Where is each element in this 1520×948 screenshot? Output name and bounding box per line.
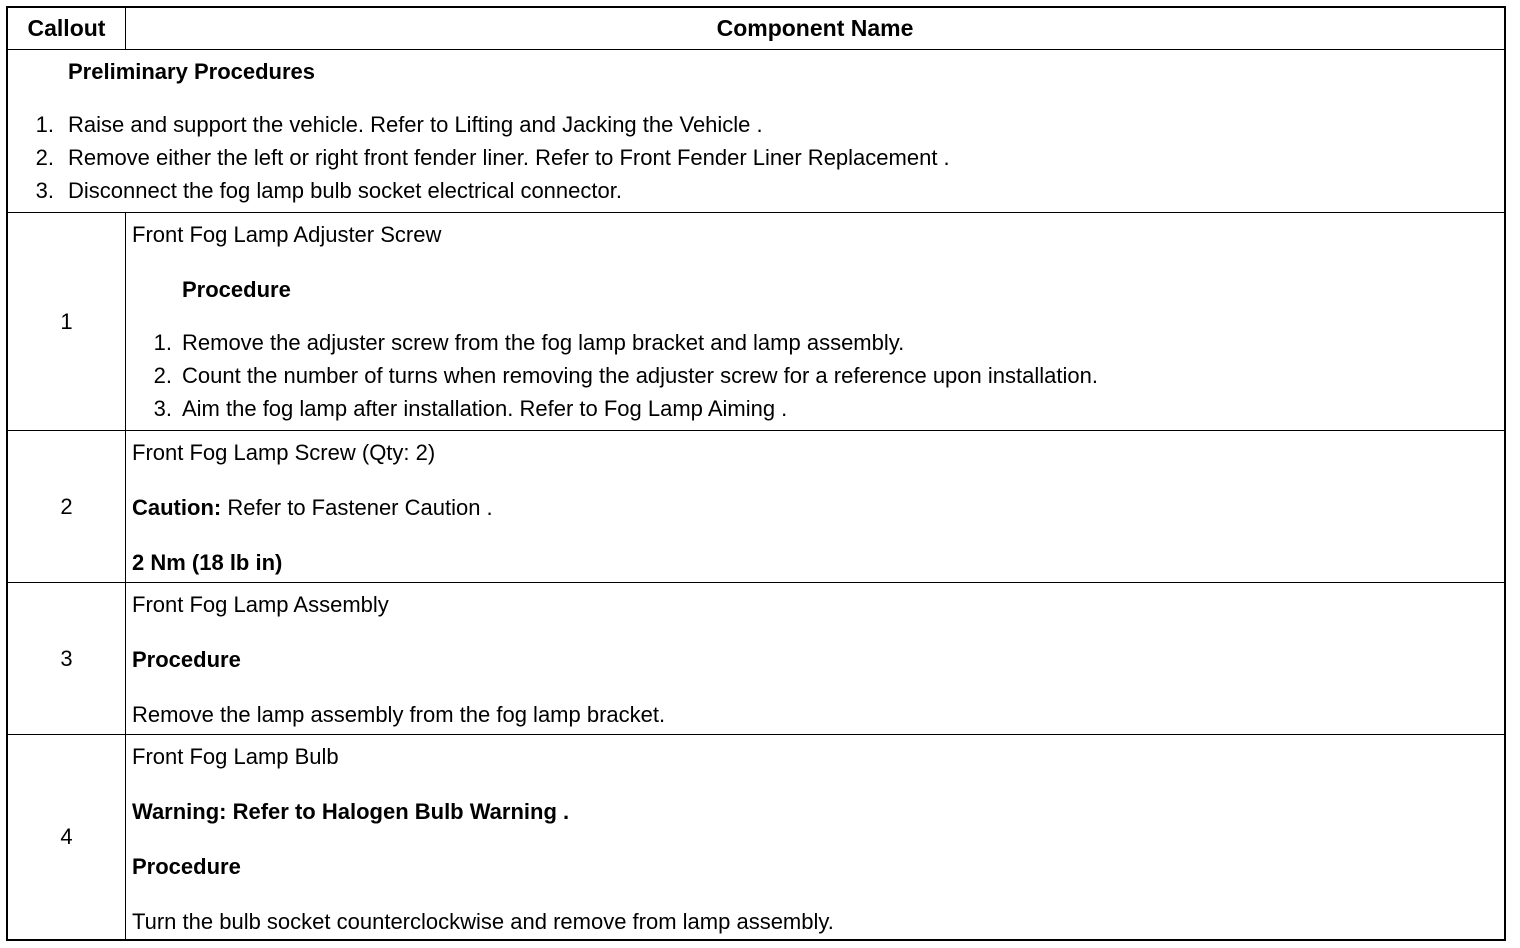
list-item: 1. Remove the adjuster screw from the fog lamp bracket and lamp assembly. (153, 330, 905, 355)
header-callout: Callout (8, 8, 126, 50)
preliminary-steps (14, 108, 1504, 207)
procedure-label: Procedure (182, 277, 291, 302)
callout-4: 4 (8, 735, 126, 939)
warning-note: Warning: Refer to Halogen Bulb Warning . (132, 799, 570, 824)
component-row-1 (126, 213, 1504, 431)
list-item: 2. Count the number of turns when removing the adjuster screw for a reference upon installation. (153, 363, 1098, 388)
list-item: 3. Disconnect the fog lamp bulb socket electrical connector. (35, 178, 622, 203)
component-name: Front Fog Lamp Assembly (132, 592, 389, 617)
list-item: 1. Raise and support the vehicle. Refer to Lifting and Jacking the Vehicle . (35, 112, 763, 137)
procedure-table (6, 6, 1506, 941)
component-name: Front Fog Lamp Adjuster Screw (132, 222, 442, 247)
list-item: 3. Aim the fog lamp after installation. Refer to Fog Lamp Aiming . (153, 396, 788, 421)
header-component-name: Component Name (126, 8, 1504, 50)
preliminary-procedures (8, 50, 1504, 213)
procedure-text: Remove the lamp assembly from the fog lamp bracket. (132, 702, 666, 727)
list-item: 2. Remove either the left or right front fender liner. Refer to Front Fender Liner Replacement . (35, 145, 950, 170)
preliminary-title: Preliminary Procedures (68, 59, 316, 84)
component-row-4 (126, 735, 1504, 939)
procedure-label: Procedure (132, 647, 241, 672)
procedure-text: Turn the bulb socket counterclockwise and remove from lamp assembly. (132, 909, 834, 934)
callout-1: 1 (8, 213, 126, 431)
procedure-steps (132, 326, 1504, 425)
callout-2: 2 (8, 431, 126, 583)
torque-spec: 2 Nm (18 lb in) (132, 550, 283, 575)
component-row-2 (126, 431, 1504, 583)
caution-note: Caution: Refer to Fastener Caution . (132, 495, 493, 520)
callout-3: 3 (8, 583, 126, 735)
component-name: Front Fog Lamp Bulb (132, 744, 339, 769)
component-row-3 (126, 583, 1504, 735)
procedure-label: Procedure (132, 854, 241, 879)
component-name: Front Fog Lamp Screw (Qty: 2) (132, 440, 436, 465)
